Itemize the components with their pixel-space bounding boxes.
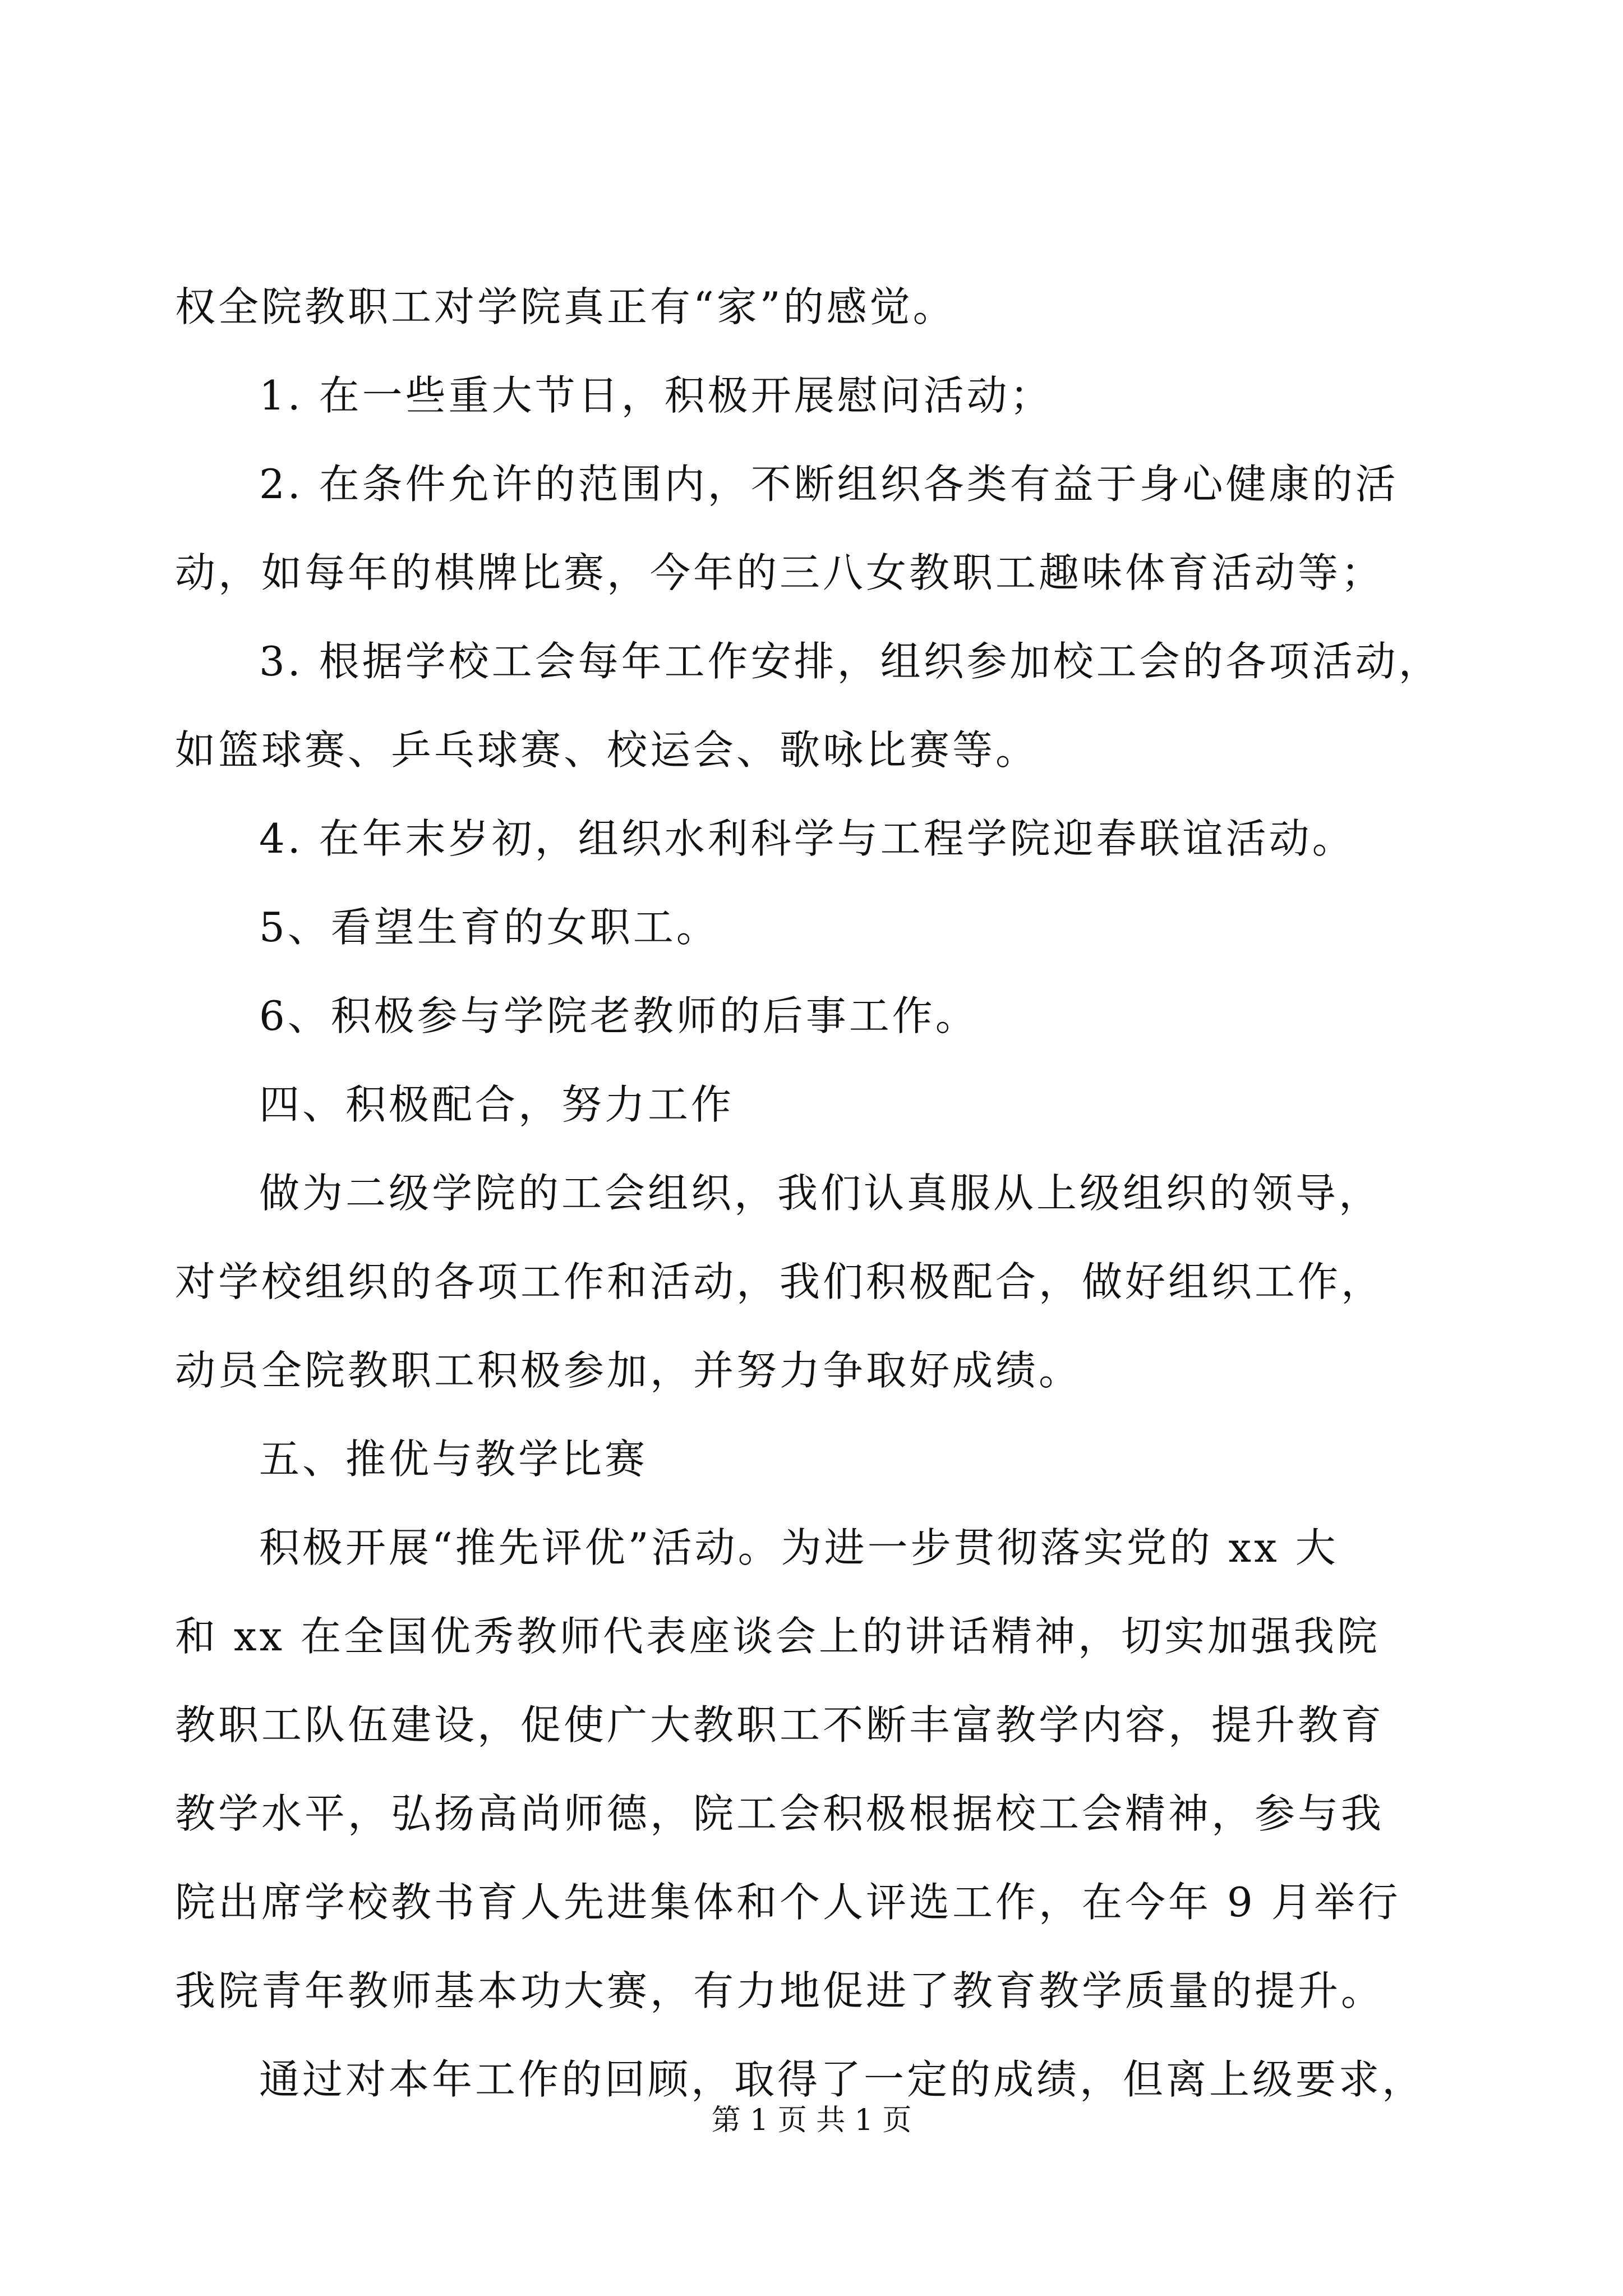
- text-line: 如篮球赛、乒乓球赛、校运会、歌咏比赛等。: [175, 726, 1039, 774]
- list-item: 1. 在一些重大节日，积极开展慰问活动；: [259, 372, 1053, 419]
- text-line: 院出席学校教书育人先进集体和个人评选工作，在今年 9 月举行: [175, 1879, 1401, 1926]
- paragraph-start: 通过对本年工作的回顾，取得了一定的成绩，但离上级要求，: [259, 2056, 1426, 2103]
- list-item: 3. 根据学校工会每年工作安排，组织参加校工会的各项活动，: [259, 638, 1442, 685]
- list-item: 2. 在条件允许的范围内，不断组织各类有益于身心健康的活: [259, 461, 1399, 508]
- paragraph-start: 做为二级学院的工会组织，我们认真服从上级组织的领导，: [259, 1170, 1382, 1217]
- list-item: 5、看望生育的女职工。: [259, 904, 720, 951]
- text-line: 动，如每年的棋牌比赛，今年的三八女教职工趣味体育活动等；: [175, 549, 1385, 596]
- text-line: 权全院教职工对学院真正有“家”的感觉。: [175, 283, 956, 330]
- paragraph-start: 积极开展“推先评优”活动。为进一步贯彻落实党的 xx 大: [259, 1524, 1339, 1571]
- text-line: 动员全院教职工积极参加，并努力争取好成绩。: [175, 1347, 1082, 1394]
- section-heading: 五、推优与教学比赛: [259, 1435, 648, 1483]
- list-item: 6、积极参与学院老教师的后事工作。: [259, 992, 979, 1039]
- section-heading: 四、积极配合，努力工作: [259, 1081, 735, 1128]
- text-line: 和 xx 在全国优秀教师代表座谈会上的讲话精神，切实加强我院: [175, 1613, 1380, 1660]
- text-line: 我院青年教师基本功大赛，有力地促进了教育教学质量的提升。: [175, 1967, 1385, 2014]
- text-line: 教职工队伍建设，促使广大教职工不断丰富教学内容，提升教育: [175, 1701, 1385, 1749]
- document-body: [175, 263, 1448, 2124]
- page-footer: 第 1 页 共 1 页: [711, 2104, 912, 2137]
- text-line: 教学水平，弘扬高尚师德，院工会积极根据校工会精神，参与我: [175, 1790, 1385, 1837]
- list-item: 4. 在年末岁初，组织水利科学与工程学院迎春联谊活动。: [259, 815, 1355, 862]
- text-line: 对学校组织的各项工作和活动，我们积极配合，做好组织工作，: [175, 1258, 1385, 1305]
